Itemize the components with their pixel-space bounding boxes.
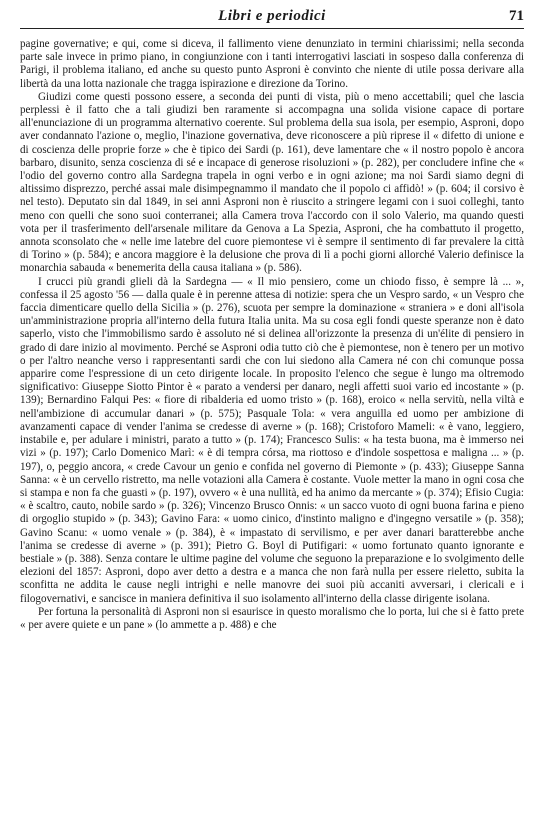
paragraph: Per fortuna la personalità di Asproni non si esaurisce in questo moralismo che lo porta, lui che si è fatto prete « per avere quiete e un pane » (lo ammette a p. 488) e che (20, 605, 524, 631)
paragraph: I crucci più grandi glieli dà la Sardegna — « Il mio pensiero, come un chiodo fisso, è sempre là ... », confessa il 25 agosto '56 — dalla quale è in perenne attesa di notizie: spera che un Vespro sardo, « un Vespro che faccia dimenticare quello della Sicilia » (p. 276), scuota per sempre la dominazione « straniera » e doni all'isola un'amministrazione propria all'interno della futura Italia unita. Ma su cosa egli fondi queste speranze non è dato saperlo, visto che l'immobilismo sardo è assoluto né si delinea all'orizzonte la presenza di un'élite di pensiero in grado di dare inizio al movimento. Perché se Asproni odia tutto ciò che è piemontese, non è tenero per un motivo o per l'altro neanche verso i rappresentanti sardi che con lui siedono alla Camera né con chi comunque possa apparire come l'espressione di un ceto dirigente locale. In proposito l'elenco che segue è lungo ma oltremodo significativo: Giuseppe Siotto Pintor è « parato a vendersi per danaro, negli affetti suoi vario ed incostante » (p. 139); Bernardino Falqui Pes: « fiore di ribalderia ed uomo tristo » (p. 168), eroico « nella servitù, nella viltà e nell'ambizione di accumular danari » (p. 575); Pasquale Tola: « vera anguilla ed uomo per ambizione di avanzamenti capace di vender l'anima se credesse di averne » (p. 168); Cristoforo Mameli: « è vano, leggiero, instabile e, per adulare i ministri, parato a tutto » (p. 174); Francesco Sulis: « ha testa buona, ma è immerso nei vizi » (p. 197); Carlo Domenico Marì: « è di tempra córsa, ma riottoso e d'indole sospettosa e maligna ... » (p. 197), o, peggio ancora, « crede Cavour un genio e confida nel governo di Piemonte » (p. 433); Giuseppe Sanna Sanna: « è un cervello ristretto, ma nelle votazioni alla Camera è costante. Vuole metter la mano in ogni cosa che si stampa e non fa che guasti » (p. 197), ovvero « è una nullità, ed ha animo da mercante » (p. 374); Efisio Cugia: « è scaltro, cauto, nobile sardo » (p. 326); Vincenzo Brusco Onnis: « un sacco vuoto di ogni buona farina e pieno di orgoglio stupido » (p. 343); Gavino Fara: « uomo cinico, d'instinto maligno e d'ingegno versatile » (p. 358); Gavino Scanu: « uomo venale » (p. 384), è « impastato di servilismo, e per aver danari baratterebbe anche l'anima se credesse di averne » (p. 391); Pietro G. Boyl di Putifigari: « uomo fortunato quanto ignorante e bestiale » (p. 388). Senza contare le ultime pagine del volume che seguono la preparazione e lo svolgimento delle elezioni del 1857: Asproni, dopo aver detto a destra e a manca che non farà nulla per essere rieletto, subita la sconfitta ne addita le cause negli intrighi e nelle manovre dei suoi più accaniti avversari, i clericali e i filogovernativi, e sancisce in maniera definitiva il suo isolamento all'interno della classe dirigente isolana. (20, 275, 524, 605)
paragraph-continuation: pagine governative; e qui, come si diceva, il fallimento viene denunziato in termini chiarissimi; nella seconda parte sale invece in primo piano, in congiunzione con i tanti interrogativi lasciati in sospeso dalla conferenza di Parigi, il problema italiano, ed anche su questo punto Asproni è convinto che niente di utile possa derivare alla libertà da una lotta nazionale che tragga ispirazione e direzione da Torino. (20, 38, 524, 90)
body-text (20, 38, 524, 632)
paragraph: Giudizi come questi possono essere, a seconda dei punti di vista, più o meno accettabili; quel che lascia perplessi è il fatto che a tali giudizi ben raramente si accompagna una solida visione capace di portare all'enunciazione di un programma alternativo coerente. Sul problema della sua isola, per esempio, Asproni, dopo aver condannato l'azione o, meglio, l'inazione governativa, deve riconoscere a più riprese il « difetto di unione e di coscienza delle proprie forze » che è tipico dei Sardi (p. 161), deve lamentare che « il nostro popolo è ancora barbaro, disunito, senza coscienza di sé e incapace di generose risoluzioni » (p. 282), per concludere infine che « l'odio del governo contro alla Sardegna trapela in ogni verbo e in ogni azione; ma noi Sardi siamo degni di altissimo disprezzo, perché assai male disimpegnammo il mandato che il popolo ci affidò! » (p. 604; il corsivo è nel testo). Deputato sin dal 1849, in sei anni Asproni non è riuscito a stringere legami con i suoi colleghi, tanto meno con quelli che sono suoi conterranei; alla Camera trova l'accordo con il solo Valerio, ma quando questi vota per il trasferimento dell'arsenale militare da Genova a La Spezia, Asproni, che ha combattuto il progetto, annota sconsolato che « nelle ime latebre del cuore piemontese vi è sempre il sentimento di far prevalere la città di Torino » (p. 584); e ancora maggiore è la delusione che prova di lì a pochi giorni allorché Valerio definisce la monarchia sabauda « benemerita della causa italiana » (p. 586). (20, 90, 524, 275)
header-rule (20, 28, 524, 29)
running-title: Libri e periodici (218, 8, 326, 24)
page-number: 71 (509, 8, 524, 24)
page-header (20, 8, 524, 28)
